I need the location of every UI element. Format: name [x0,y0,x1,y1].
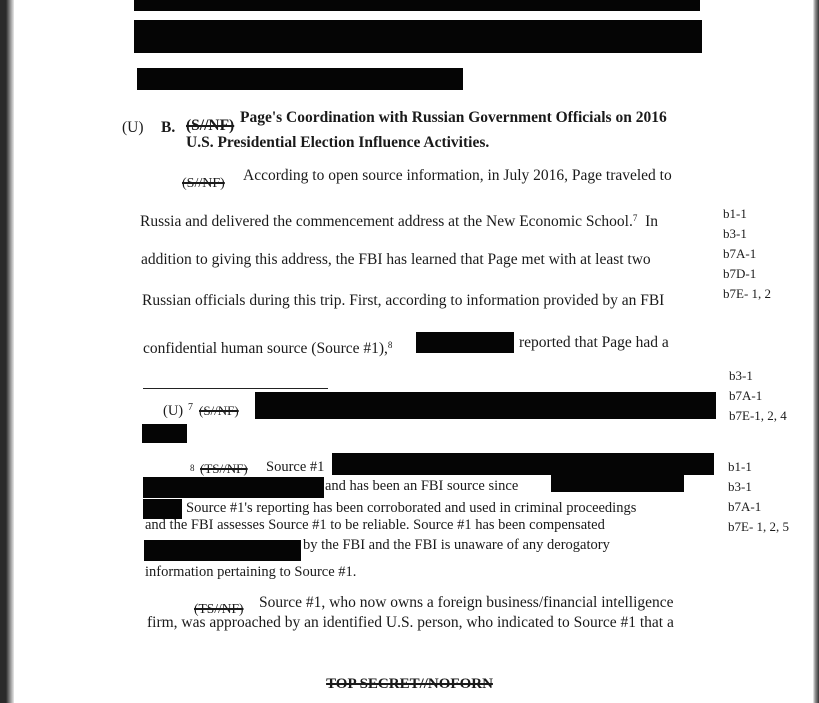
footnote-7-classification: (S//NF) [199,403,239,418]
heading-title-line2: U.S. Presidential Election Influence Activities. [186,134,490,151]
redaction-block [416,332,514,353]
paragraph-line: Russia and delivered the commencement address at the New Economic School.$^7$ In [140,213,659,230]
exemption-codes: b1-1 b3-1 b7A-1 b7D-1 b7E- 1, 2 [723,206,772,301]
footnote-8-number: 8 [190,463,195,473]
exemption-codes: b1-1 b3-1 b7A-1 b7E- 1, 2, 5 [728,459,790,534]
footnote-8-classification: (TS//NF) [200,461,248,476]
paragraph-classification: (S//NF) [182,176,225,191]
redaction-block [143,477,324,498]
footnote-8-line: Source #1 [266,459,325,475]
footnote-7-label: (U) [163,403,184,419]
redaction-block [134,20,702,53]
paragraph-line: Russian officials during this trip. First, according to information provided by an FBI [142,292,665,309]
redaction-block [144,540,301,561]
heading-classification: (S//NF) [186,117,235,134]
footnote-separator [143,388,328,389]
redaction-block [551,468,684,492]
redaction-block [137,68,463,90]
paragraph-line: According to open source information, in July 2016, Page traveled to [243,167,672,184]
footnote-8-line: Source #1's reporting has been corroborated and used in criminal proceedings [186,500,637,516]
footnote-8-line: by the FBI and the FBI is unaware of any derogatory [303,537,610,553]
redaction-block [134,0,700,11]
paragraph-line: firm, was approached by an identified U.S. person, who indicated to Source #1 that a [147,614,674,631]
page-edge-shadow-right [813,0,819,703]
redaction-block [142,424,187,443]
classification-footer: TOP SECRET//NOFORN [326,676,493,692]
footnote-8-line: and has been an FBI source since [325,478,519,494]
paragraph-line: reported that Page had a [519,334,669,351]
footnote-8-line: information pertaining to Source #1. [145,564,357,580]
footnote-7-number: 7 [188,402,193,413]
paragraph-line: confidential human source (Source #1),$^8$ [143,340,393,357]
paragraph-classification: (TS//NF) [194,601,244,616]
exemption-codes: b3-1 b7A-1 b7E-1, 2, 4 [729,368,787,423]
redaction-block [255,392,716,419]
footnote-ref-8: 8 [387,340,393,350]
paragraph-line: Source #1, who now owns a foreign business/financial intelligence [259,594,674,611]
footnote-8-line: and the FBI assesses Source #1 to be reliable. Source #1 has been compensated [145,517,605,533]
heading-letter: B. [161,119,176,136]
heading-u-marker: (U) [122,119,144,136]
page-edge-shadow-left [0,0,14,703]
footnote-ref-7: 7 [632,213,638,223]
heading-title-line1: Page's Coordination with Russian Government Officials on 2016 [240,109,667,126]
paragraph-line: addition to giving this address, the FBI has learned that Page met with at least two [141,251,651,268]
